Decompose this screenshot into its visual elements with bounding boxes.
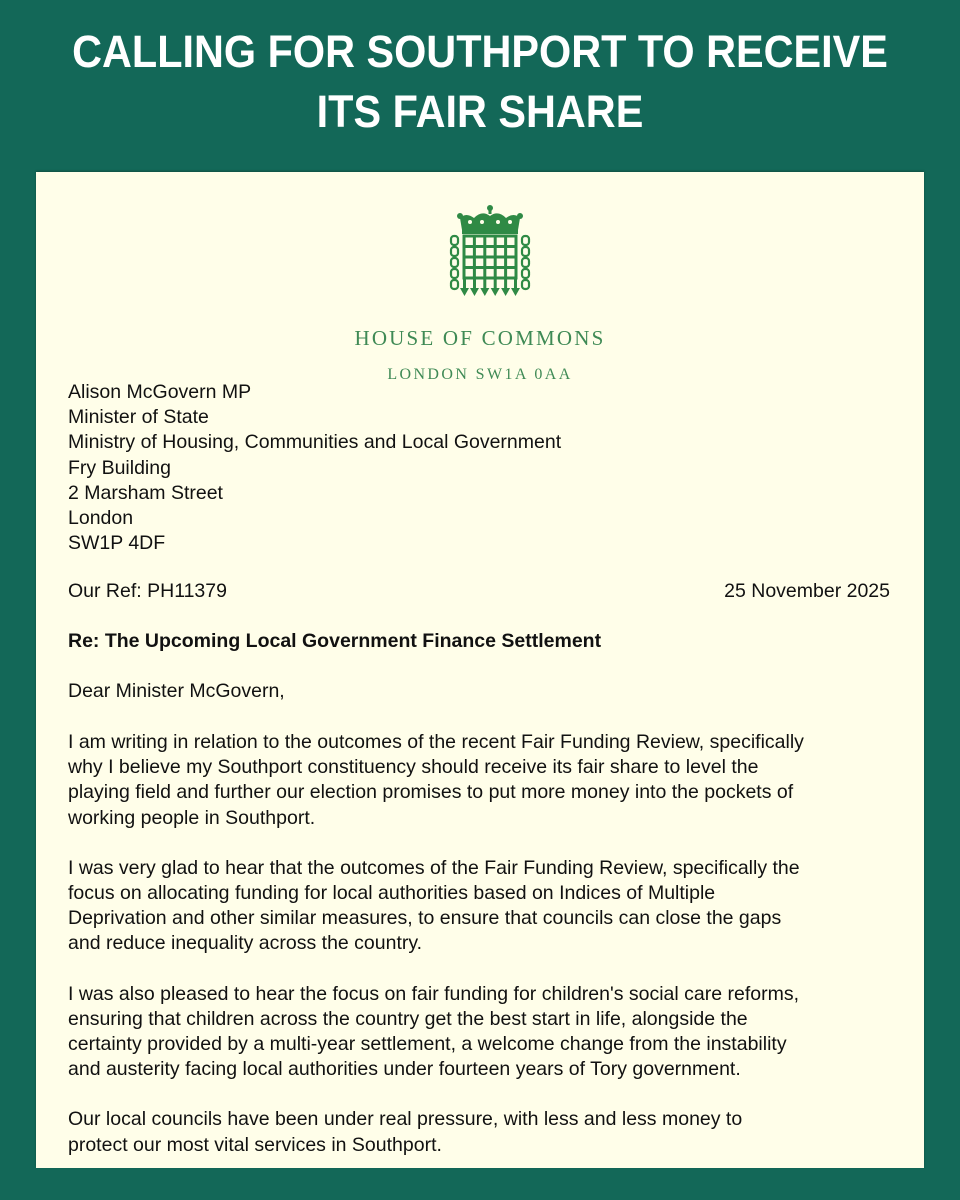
recipient-line: Alison McGovern MP bbox=[68, 381, 252, 403]
paragraph-line: protect our most vital services in Southport. bbox=[68, 1133, 442, 1156]
paragraph-line: ensuring that children across the country get the best start in life, alongside the bbox=[68, 1007, 748, 1030]
recipient-line: London bbox=[68, 507, 134, 530]
recipient-line: 2 Marsham Street bbox=[68, 481, 223, 504]
paragraph-line: I was also pleased to hear the focus on fair funding for children's social care reforms, bbox=[68, 982, 800, 1005]
paragraph-line: and reduce inequality across the country. bbox=[68, 932, 423, 955]
body-paragraph bbox=[68, 856, 898, 957]
recipient-line: Ministry of Housing, Communities and Local Government bbox=[68, 431, 562, 454]
subject-line: Re: The Upcoming Local Government Finance Settlement bbox=[68, 630, 602, 652]
paragraph-line: working people in Southport. bbox=[68, 806, 316, 829]
body-paragraph bbox=[68, 982, 898, 1083]
reference-number: Our Ref: PH11379 bbox=[68, 580, 227, 602]
headline-line-2: ITS FAIR SHARE bbox=[316, 86, 644, 137]
paragraph-line: Our local councils have been under real pressure, with less and less money to bbox=[68, 1108, 743, 1131]
paragraph-line: why I believe my Southport constituency should receive its fair share to level the bbox=[68, 756, 759, 779]
paragraph-line: playing field and further our election promises to put more money into the pockets of bbox=[68, 781, 794, 804]
paragraph-line: certainty provided by a multi-year settlement, a welcome change from the instability bbox=[68, 1033, 787, 1056]
body-paragraph bbox=[68, 730, 898, 831]
letterhead-title: HOUSE OF COMMONS bbox=[354, 326, 606, 350]
paragraph-line: Deprivation and other similar measures, to ensure that councils can close the gaps bbox=[68, 907, 782, 930]
recipient-address bbox=[68, 380, 561, 556]
recipient-line: SW1P 4DF bbox=[68, 532, 166, 555]
salutation: Dear Minister McGovern, bbox=[68, 680, 285, 702]
portcullis-crest-icon bbox=[448, 204, 532, 300]
body-paragraph bbox=[68, 1107, 898, 1157]
letter-page bbox=[36, 172, 924, 1168]
paragraph-line: I was very glad to hear that the outcomes of the Fair Funding Review, specifically the bbox=[68, 856, 800, 879]
letterhead-address: LONDON SW1A 0AA bbox=[387, 366, 573, 383]
letter-date: 25 November 2025 bbox=[724, 580, 890, 602]
letter-body bbox=[68, 730, 898, 1168]
recipient-line: Minister of State bbox=[68, 406, 209, 429]
paragraph-line: focus on allocating funding for local authorities based on Indices of Multiple bbox=[68, 882, 716, 905]
paragraph-line: I am writing in relation to the outcomes of the recent Fair Funding Review, specifically bbox=[68, 731, 804, 753]
headline-line-1: CALLING FOR SOUTHPORT TO RECEIVE bbox=[72, 26, 888, 77]
recipient-line: Fry Building bbox=[68, 456, 171, 479]
reference-date-row bbox=[68, 580, 890, 603]
paragraph-line: and austerity facing local authorities under fourteen years of Tory government. bbox=[68, 1058, 741, 1081]
headline bbox=[38, 22, 921, 142]
